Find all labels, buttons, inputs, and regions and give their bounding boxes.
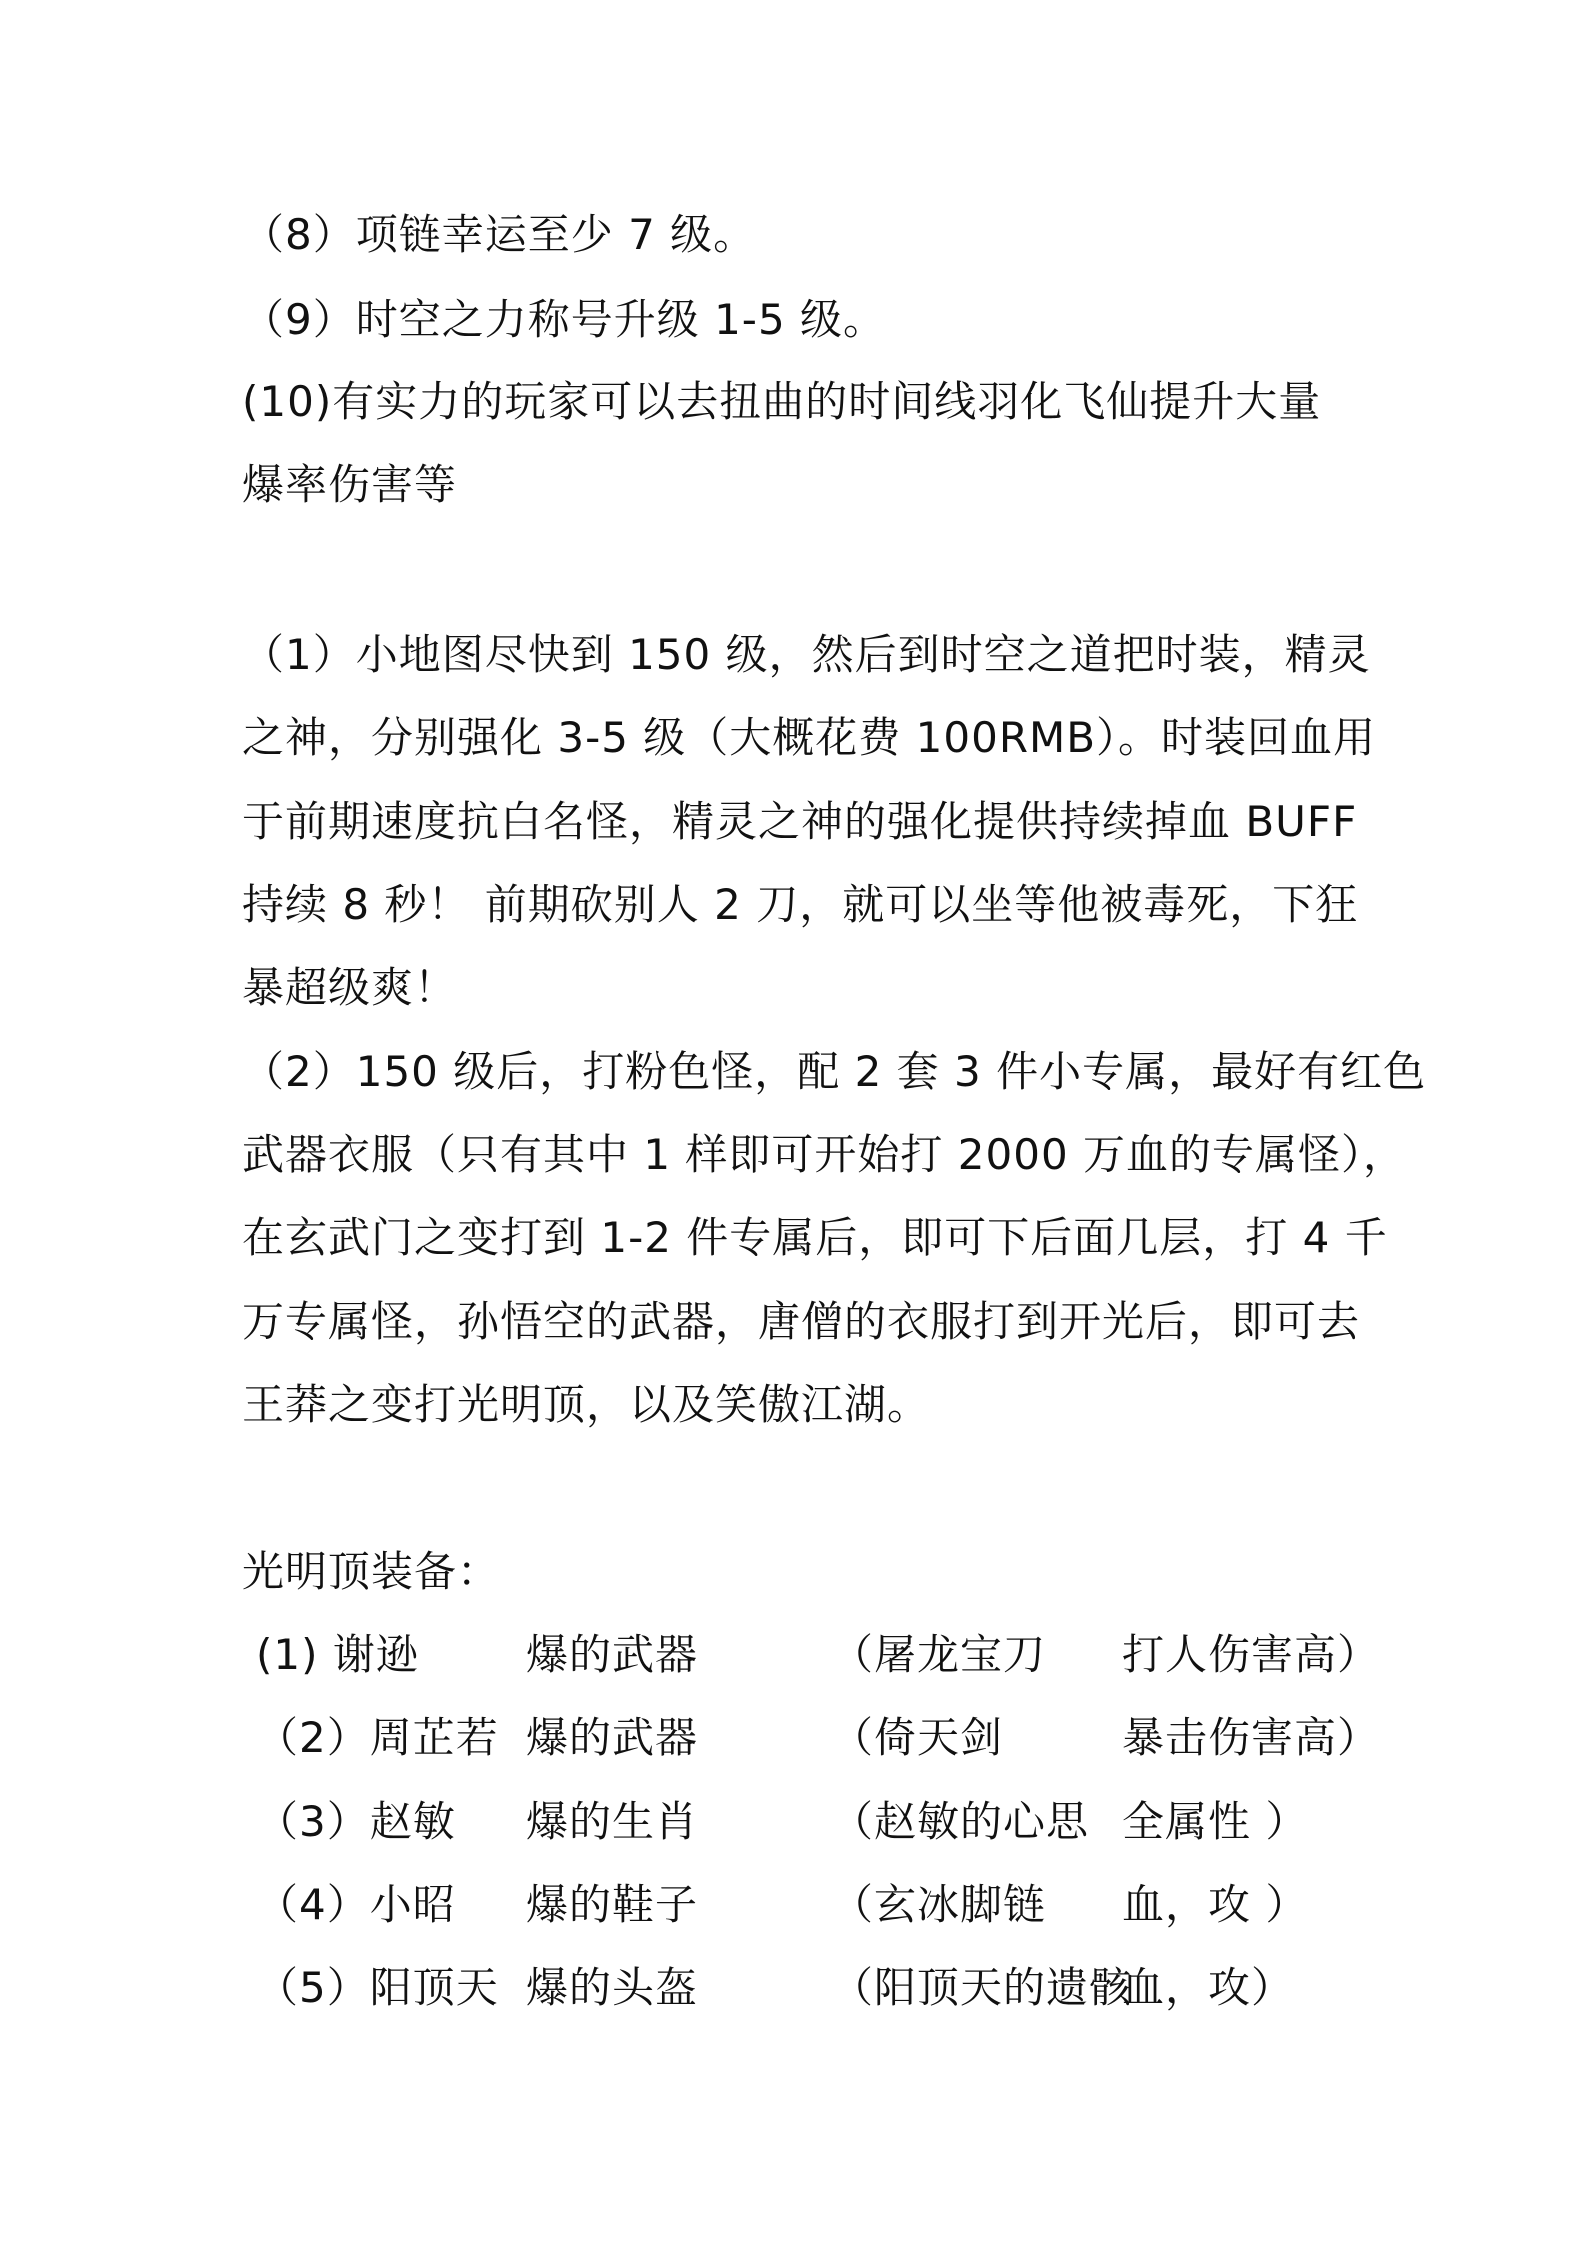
para1-line-3: 于前期速度抗白名怪，精灵之神的强化提供持续掉血 BUFF [242, 797, 1358, 846]
equip-drop: 爆的头盔 [526, 1963, 699, 2012]
equip-attr: 暴击伤害高） [1122, 1713, 1381, 1762]
para1-line-2: 之神，分别强化 3-5 级（大概花费 100RMB）。时装回血用 [242, 713, 1377, 762]
equip-attr: 血，攻 ） [1122, 1880, 1309, 1929]
equip-item: （倚天剑 [831, 1713, 1004, 1762]
equip-drop: 爆的武器 [526, 1630, 699, 1679]
list-item-9: （9）时空之力称号升级 1-5 级。 [242, 295, 887, 344]
equip-boss: （4）小昭 [256, 1880, 456, 1929]
para1-line-5: 暴超级爽！ [242, 963, 458, 1012]
para1-line-1: （1）小地图尽快到 150 级，然后到时空之道把时装，精灵 [242, 630, 1371, 679]
para2-line-1: （2）150 级后，打粉色怪，配 2 套 3 件小专属，最好有红色 [242, 1047, 1427, 1096]
para2-line-3: 在玄武门之变打到 1-2 件专属后，即可下后面几层，打 4 千 [242, 1213, 1388, 1262]
list-item-10: (10)有实力的玩家可以去扭曲的时间线羽化飞仙提升大量 [242, 377, 1322, 426]
equip-boss: （2）周芷若 [256, 1713, 499, 1762]
para2-line-2: 武器衣服（只有其中 1 样即可开始打 2000 万血的专属怪）， [242, 1130, 1407, 1179]
equip-drop: 爆的生肖 [526, 1797, 699, 1846]
equip-drop: 爆的鞋子 [526, 1880, 699, 1929]
equip-attr: 打人伤害高） [1122, 1630, 1381, 1679]
equip-heading: 光明顶装备： [242, 1547, 501, 1596]
equip-attr: 全属性 ） [1122, 1797, 1309, 1846]
equip-drop: 爆的武器 [526, 1713, 699, 1762]
para2-line-5: 王莽之变打光明顶，以及笑傲江湖。 [242, 1380, 931, 1429]
equip-attr: 血，攻） [1122, 1963, 1295, 2012]
equip-item: （阳顶天的遗骸 [831, 1963, 1133, 2012]
para1-line-4: 持续 8 秒！ 前期砍别人 2 刀，就可以坐等他被毒死，下狂 [242, 880, 1359, 929]
equip-item: （屠龙宝刀 [831, 1630, 1047, 1679]
para2-line-4: 万专属怪，孙悟空的武器，唐僧的衣服打到开光后，即可去 [242, 1297, 1361, 1346]
equip-boss: （5）阳顶天 [256, 1963, 499, 2012]
equip-boss: (1) 谢逊 [256, 1630, 419, 1679]
equip-item: （赵敏的心思 [831, 1797, 1090, 1846]
list-item-10-cont: 爆率伤害等 [242, 460, 458, 509]
equip-boss: （3）赵敏 [256, 1797, 456, 1846]
equip-item: （玄冰脚链 [831, 1880, 1047, 1929]
list-item-8: （8）项链幸运至少 7 级。 [242, 210, 757, 259]
